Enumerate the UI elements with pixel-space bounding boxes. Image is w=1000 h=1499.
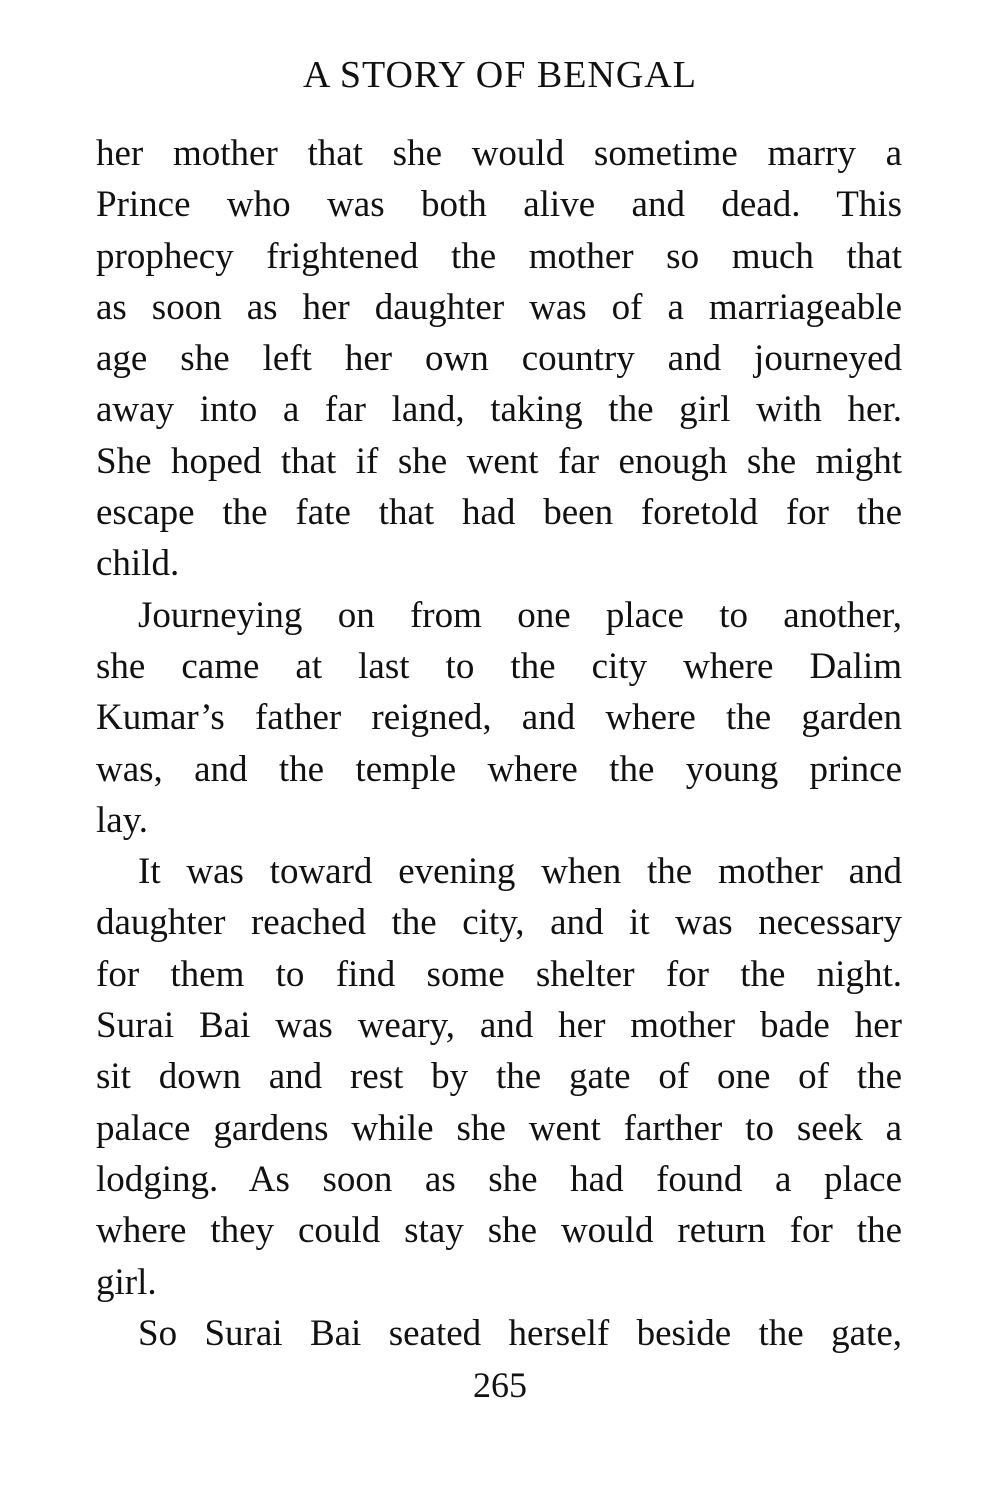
page-number: 265 (473, 1365, 527, 1405)
text-line: prophecy frightened the mother so much that (96, 235, 902, 277)
body-text (96, 128, 902, 1359)
text-line: where they could stay she would return for the (96, 1210, 902, 1252)
text-line: Kumar’s father reigned, and where the garden (96, 697, 902, 739)
text-line: lodging. As soon as she had found a place (96, 1158, 902, 1200)
text-line: as soon as her daughter was of a marriageable (96, 286, 902, 328)
text-line: girl. (96, 1261, 157, 1303)
text-line: daughter reached the city, and it was necessary (96, 902, 902, 944)
text-line: her mother that she would sometime marry a (96, 133, 902, 174)
paragraph (96, 846, 902, 1308)
paragraph (96, 590, 902, 846)
text-line: was, and the temple where the young prince (96, 748, 902, 790)
text-line: away into a far land, taking the girl with her. (96, 389, 902, 431)
text-line: age she left her own country and journeyed (96, 338, 902, 380)
paragraph (96, 128, 902, 590)
text-line: Prince who was both alive and dead. This (96, 184, 902, 226)
text-line: She hoped that if she went far enough she might (96, 440, 902, 482)
text-line: palace gardens while she went farther to seek a (96, 1107, 902, 1149)
running-head: A STORY OF BENGAL (303, 54, 697, 96)
paragraph (96, 1308, 902, 1359)
text-line: Journeying on from one place to another, (138, 594, 902, 636)
text-line: Surai Bai was weary, and her mother bade her (96, 1005, 902, 1047)
text-line: So Surai Bai seated herself beside the gate, (138, 1312, 902, 1354)
text-line: escape the fate that had been foretold for the (96, 492, 902, 534)
text-line: lay. (96, 799, 149, 841)
text-line: for them to find some shelter for the night. (96, 953, 902, 995)
text-line: child. (96, 543, 180, 585)
text-line: she came at last to the city where Dalim (96, 645, 902, 687)
text-line: sit down and rest by the gate of one of the (96, 1056, 902, 1098)
text-line: It was toward evening when the mother and (138, 851, 902, 893)
